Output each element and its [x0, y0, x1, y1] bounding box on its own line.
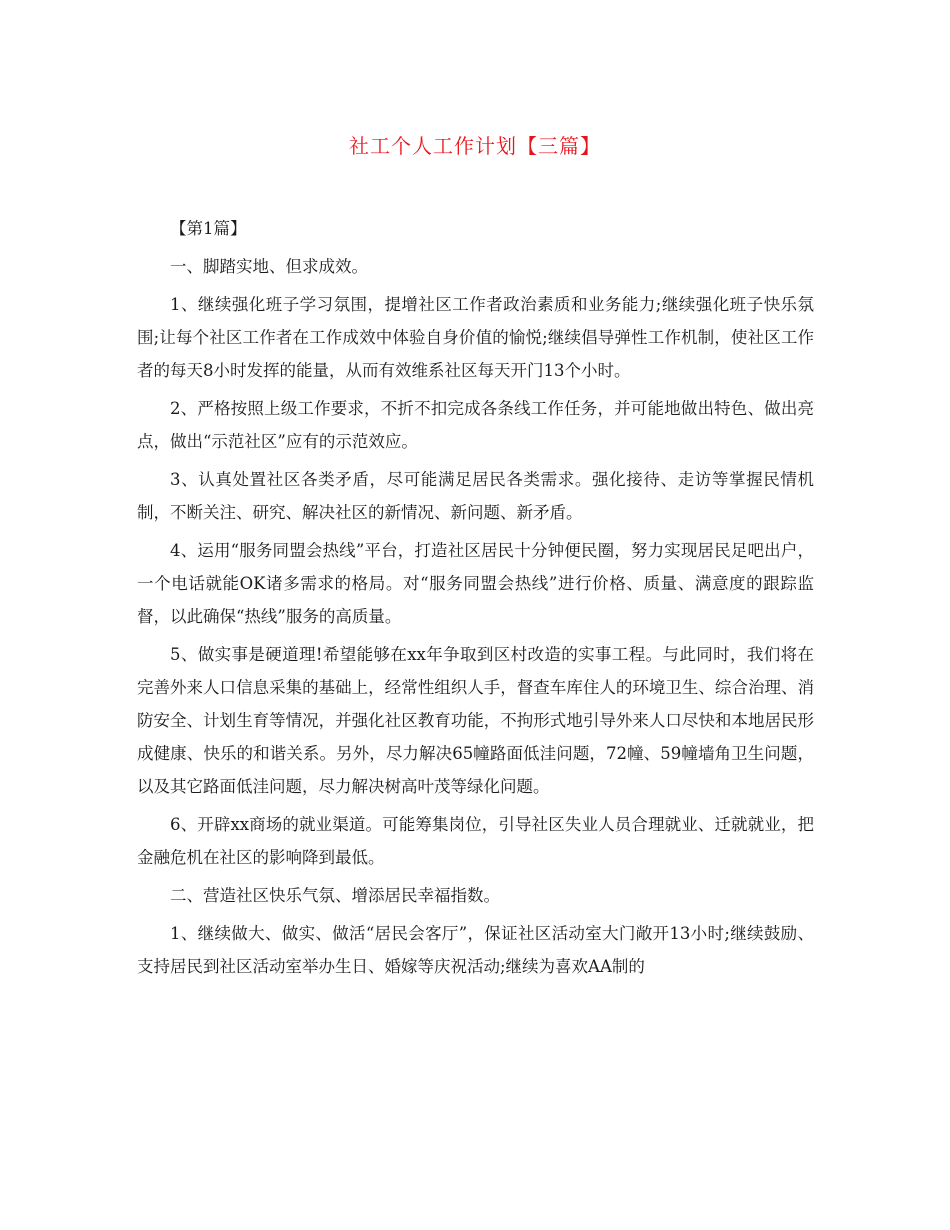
- section-heading: 【第1篇】: [170, 219, 247, 238]
- paragraph: 3、认真处置社区各类矛盾，尽可能满足居民各类需求。强化接待、走访等掌握民情机制，不断关注、研究、解决社区的新情况、新问题、新矛盾。: [137, 470, 814, 522]
- document-body: [137, 212, 814, 988]
- document-title: 社工个人工作计划【三篇】: [349, 134, 601, 158]
- sub-heading: 二、营造社区快乐气氛、增添居民幸福指数。: [170, 886, 500, 905]
- paragraph: 1、继续强化班子学习氛围，提增社区工作者政治素质和业务能力;继续强化班子快乐氛围;让每个社区工作者在工作成效中体验自身价值的愉悦;继续倡导弹性工作机制，使社区工作者的每天8小时发挥的能量，从而有效维系社区每天开门13个小时。: [137, 295, 814, 380]
- sub-heading: 一、脚踏实地、但求成效。: [170, 257, 368, 276]
- paragraph: 6、开辟xx商场的就业渠道。可能筹集岗位，引导社区失业人员合理就业、迁就就业，把金融危机在社区的影响降到最低。: [137, 815, 814, 867]
- paragraph: 2、严格按照上级工作要求，不折不扣完成各条线工作任务，并可能地做出特色、做出亮点，做出“示范社区”应有的示范效应。: [137, 399, 814, 451]
- paragraph: 5、做实事是硬道理!希望能够在xx年争取到区村改造的实事工程。与此同时，我们将在完善外来人口信息采集的基础上，经常性组织人手，督查车库住人的环境卫生、综合治理、消防安全、计划生育等情况，并强化社区教育功能，不拘形式地引导外来人口尽快和本地居民形成健康、快乐的和谐关系。另外，尽力解决65幢路面低洼问题，72幢、59幢墙角卫生问题，以及其它路面低洼问题，尽力解决树高叶茂等绿化问题。: [137, 645, 814, 796]
- paragraph: 4、运用“服务同盟会热线”平台，打造社区居民十分钟便民圈，努力实现居民足吧出户，一个电话就能OK诸多需求的格局。对“服务同盟会热线”进行价格、质量、满意度的跟踪监督，以此确保“热线”服务的高质量。: [137, 541, 814, 626]
- paragraph: 1、继续做大、做实、做活“居民会客厅”，保证社区活动室大门敞开13小时;继续鼓励、支持居民到社区活动室举办生日、婚嫁等庆祝活动;继续为喜欢AA制的: [137, 924, 814, 976]
